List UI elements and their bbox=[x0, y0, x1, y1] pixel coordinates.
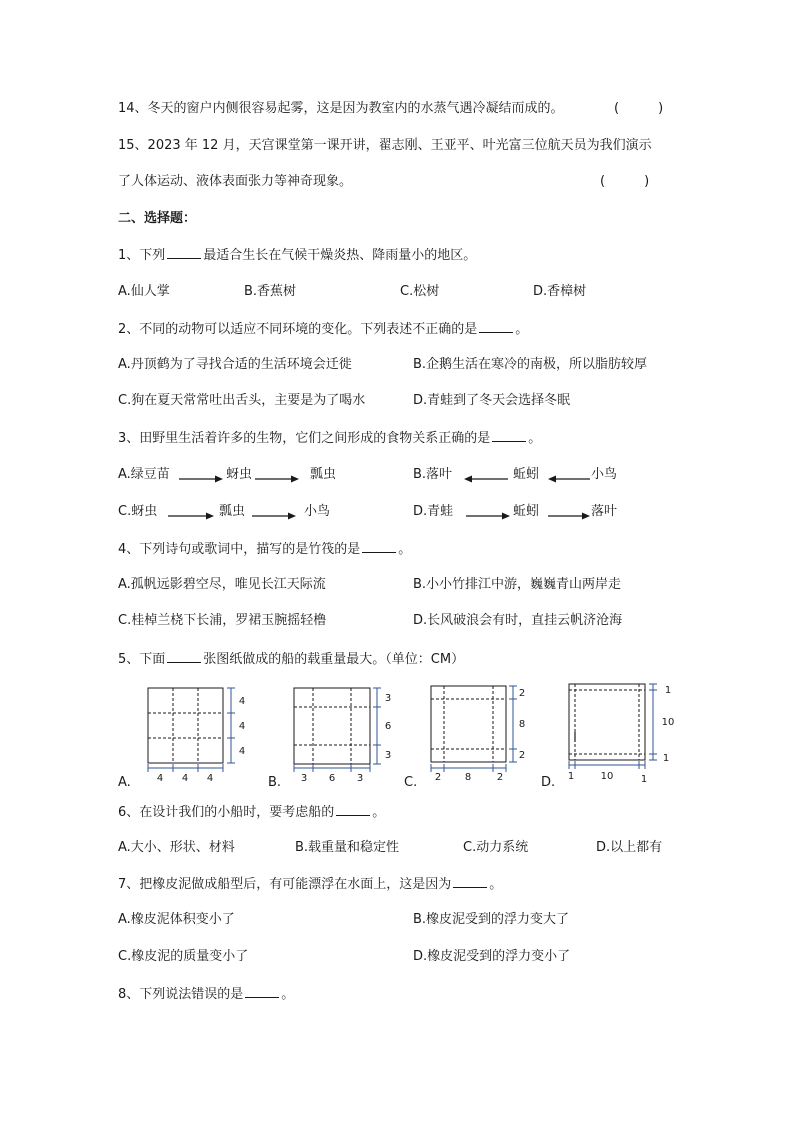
figure-d-letter: D. bbox=[541, 775, 556, 790]
dim-label: 8 bbox=[518, 719, 526, 730]
chain-d-item-1: D.青蛙 bbox=[413, 504, 454, 519]
dim-label: 2 bbox=[496, 772, 504, 782]
dim-label: 3 bbox=[384, 693, 392, 704]
answer-blank[interactable] bbox=[453, 875, 487, 888]
chain-c-item-3: 小鸟 bbox=[304, 504, 331, 519]
dim-label: 2 bbox=[518, 750, 526, 761]
answer-blank[interactable] bbox=[362, 540, 396, 553]
right-arrow-icon bbox=[168, 511, 214, 521]
chain-d-item-2: 蚯蚓 bbox=[513, 504, 540, 519]
right-arrow-icon bbox=[466, 511, 510, 521]
answer-blank[interactable] bbox=[167, 246, 201, 259]
left-arrow-icon bbox=[464, 474, 508, 484]
left-arrow-icon bbox=[548, 474, 590, 484]
q1-option-c: C.松树 bbox=[400, 284, 440, 299]
chain-d-item-3: 落叶 bbox=[591, 504, 618, 519]
q15-answer-paren: ( ) bbox=[600, 174, 650, 189]
chain-c-item-2: 瓢虫 bbox=[219, 504, 246, 519]
q7-option-b: B.橡皮泥受到的浮力变大了 bbox=[413, 912, 570, 927]
q7-option-d: D.橡皮泥受到的浮力变小了 bbox=[413, 949, 571, 964]
right-arrow-icon bbox=[252, 511, 296, 521]
q2-option-b: B.企鹅生活在寒冷的南极，所以脂肪较厚 bbox=[413, 357, 648, 372]
answer-blank[interactable] bbox=[167, 650, 201, 663]
dim-label: 4 bbox=[206, 773, 214, 784]
chain-b-item-2: 蚯蚓 bbox=[513, 467, 540, 482]
q1-option-a: A.仙人掌 bbox=[118, 284, 170, 299]
q1-option-b: B.香蕉树 bbox=[244, 284, 297, 299]
right-arrow-icon bbox=[179, 474, 223, 484]
q6-option-a: A.大小、形状、材料 bbox=[118, 840, 235, 855]
question-5: 5、下面 张图纸做成的船的载重量最大。（单位：CM） bbox=[118, 652, 465, 667]
section-title: 二、选择题： bbox=[118, 211, 197, 226]
dim-label: 1 bbox=[664, 685, 672, 696]
dim-label: 3 bbox=[300, 773, 308, 784]
answer-blank[interactable] bbox=[479, 320, 513, 333]
figure-b-letter: B. bbox=[268, 775, 282, 790]
q7-option-a: A.橡皮泥体积变小了 bbox=[118, 912, 235, 927]
judgment-q15-line2: 了人体运动、液体表面张力等神奇现象。 bbox=[118, 174, 353, 189]
dim-label: 2 bbox=[434, 772, 442, 782]
dim-label: 6 bbox=[328, 773, 336, 784]
figure-c-diagram bbox=[424, 682, 534, 782]
dim-label: 4 bbox=[181, 773, 189, 784]
chain-a-item-1: A.绿豆苗 bbox=[118, 467, 170, 482]
chain-c-item-1: C.蚜虫 bbox=[118, 504, 158, 519]
figure-a-letter: A. bbox=[118, 775, 131, 790]
question-1: 1、下列 最适合生长在气候干燥炎热、降雨量小的地区。 bbox=[118, 248, 477, 263]
question-8: 8、下列说法错误的是 。 bbox=[118, 987, 295, 1002]
answer-blank[interactable] bbox=[492, 429, 526, 442]
chain-b-item-1: B.落叶 bbox=[413, 467, 453, 482]
dim-label: 8 bbox=[464, 772, 472, 782]
q2-option-d: D.青蛙到了冬天会选择冬眠 bbox=[413, 393, 571, 408]
figure-a-diagram bbox=[140, 684, 250, 784]
dim-label: 4 bbox=[156, 773, 164, 784]
dim-label: 2 bbox=[518, 688, 526, 699]
dim-label: 10 bbox=[661, 717, 675, 728]
q4-option-c: C.桂棹兰桡下长浦，罗裙玉腕摇轻橹 bbox=[118, 613, 327, 628]
q6-option-d: D.以上都有 bbox=[596, 840, 663, 855]
judgment-q14 bbox=[118, 100, 564, 118]
figure-b-diagram bbox=[288, 684, 398, 784]
figure-d-diagram bbox=[562, 680, 682, 784]
dim-label: 1 bbox=[640, 774, 648, 784]
q6-option-b: B.载重量和稳定性 bbox=[295, 840, 400, 855]
q4-option-a: A.孤帆远影碧空尽，唯见长江天际流 bbox=[118, 577, 326, 592]
question-2: 2、不同的动物可以适应不同环境的变化。下列表述不正确的是 。 bbox=[118, 322, 529, 337]
dim-label: 4 bbox=[238, 721, 246, 732]
dim-label: 1 bbox=[567, 771, 575, 782]
chain-b-item-3: 小鸟 bbox=[591, 467, 618, 482]
q4-option-b: B.小小竹排江中游，巍巍青山两岸走 bbox=[413, 577, 622, 592]
dim-label: 3 bbox=[356, 773, 364, 784]
dim-label: 3 bbox=[384, 750, 392, 761]
answer-blank[interactable] bbox=[336, 803, 370, 816]
figure-c-letter: C. bbox=[404, 775, 418, 790]
chain-a-item-3: 瓢虫 bbox=[310, 467, 337, 482]
q2-option-a: A.丹顶鹤为了寻找合适的生活环境会迁徙 bbox=[118, 357, 352, 372]
judgment-q15-line1: 15、2023 年 12 月，天宫课堂第一课开讲，翟志刚、王亚平、叶光富三位航天员为我们演示 bbox=[118, 138, 652, 153]
right-arrow-icon bbox=[548, 511, 590, 521]
chain-a-item-2: 蚜虫 bbox=[226, 467, 253, 482]
dim-label: 4 bbox=[238, 746, 246, 757]
dim-label: 4 bbox=[238, 696, 246, 707]
q1-option-d: D.香樟树 bbox=[533, 284, 587, 299]
question-3: 3、田野里生活着许多的生物，它们之间形成的食物关系正确的是 。 bbox=[118, 431, 542, 446]
dim-label: 6 bbox=[384, 721, 392, 732]
right-arrow-icon bbox=[255, 474, 299, 484]
q14-answer-paren: ( ) bbox=[614, 101, 664, 116]
dim-label: 1 bbox=[662, 753, 670, 764]
question-4: 4、下列诗句或歌词中，描写的是竹筏的是 。 bbox=[118, 542, 412, 557]
q2-option-c: C.狗在夏天常常吐出舌头，主要是为了喝水 bbox=[118, 393, 366, 408]
answer-blank[interactable] bbox=[245, 985, 279, 998]
q4-option-d: D.长风破浪会有时，直挂云帆济沧海 bbox=[413, 613, 623, 628]
q7-option-c: C.橡皮泥的质量变小了 bbox=[118, 949, 249, 964]
q14-text: 14、冬天的窗户内侧很容易起雾，这是因为教室内的水蒸气遇冷凝结而成的。 bbox=[118, 101, 564, 116]
q6-option-c: C.动力系统 bbox=[463, 840, 529, 855]
dim-label: 10 bbox=[600, 771, 614, 782]
question-7: 7、把橡皮泥做成船型后，有可能漂浮在水面上，这是因为 。 bbox=[118, 877, 503, 892]
question-6: 6、在设计我们的小船时，要考虑船的 。 bbox=[118, 805, 386, 820]
